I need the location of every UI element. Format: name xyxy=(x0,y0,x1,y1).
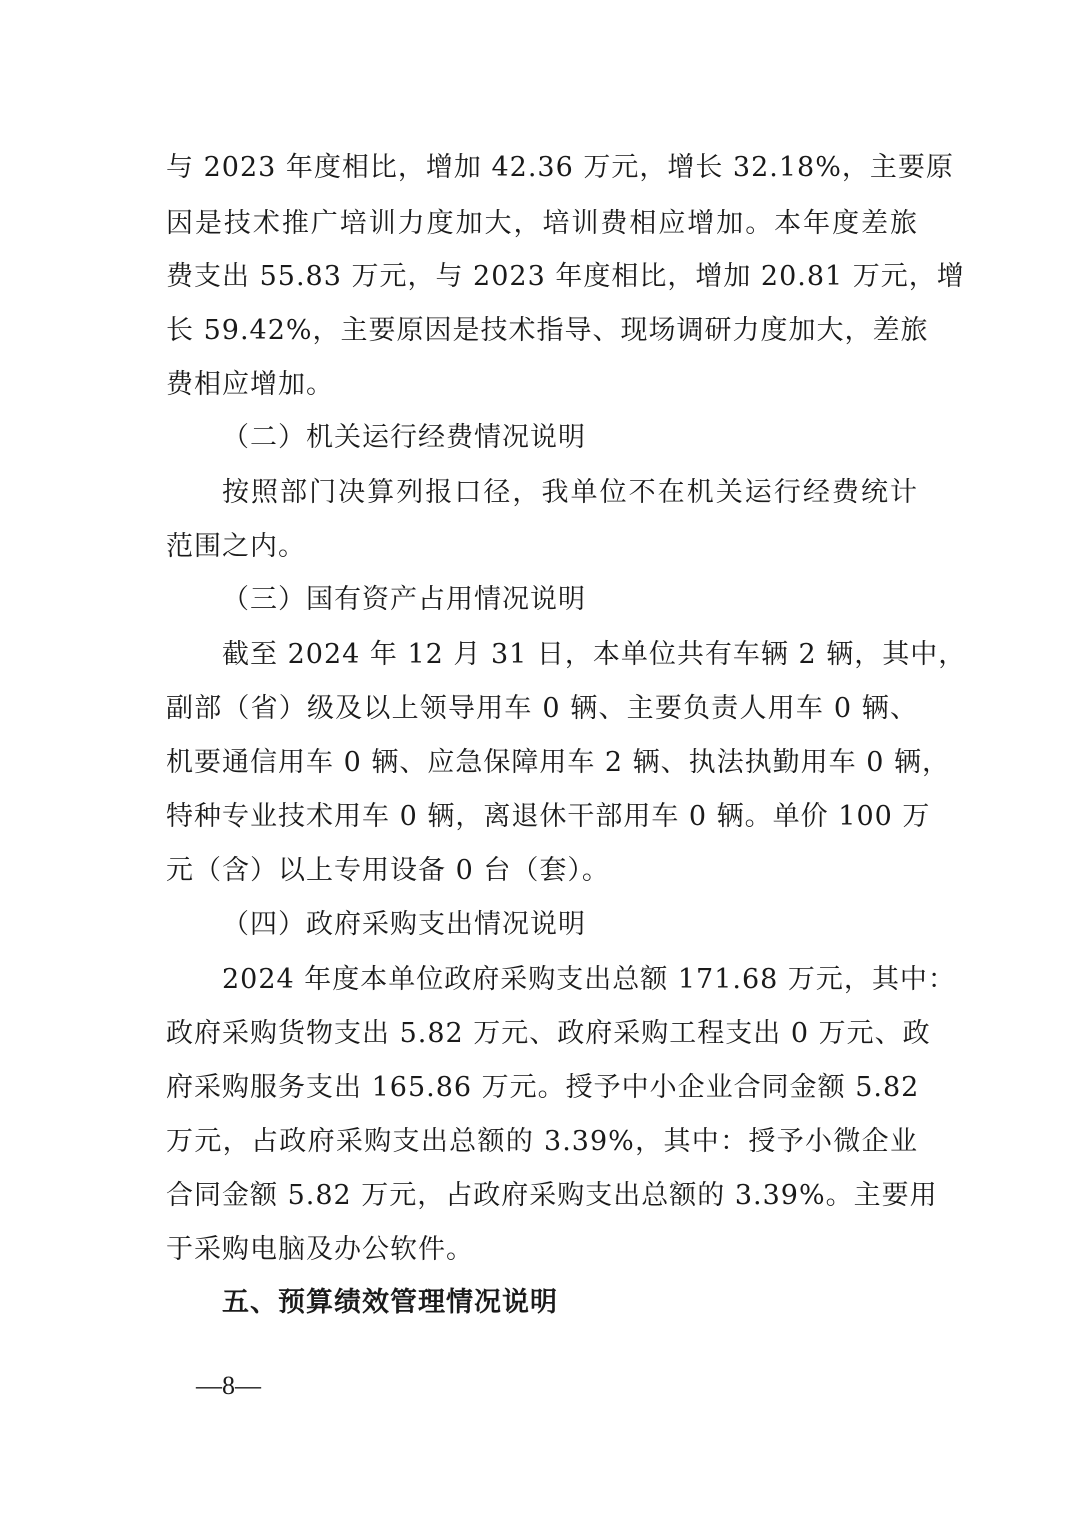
paragraph-line: 费相应增加。 xyxy=(166,369,334,400)
paragraph-line: 与 2023 年度相比，增加 42.36 万元，增长 32.18%，主要原 xyxy=(166,152,954,183)
paragraph-line: 合同金额 5.82 万元，占政府采购支出总额的 3.39%。主要用 xyxy=(166,1180,938,1211)
paragraph-line: 政府采购货物支出 5.82 万元、政府采购工程支出 0 万元、政 xyxy=(166,1018,931,1049)
paragraph-line: 府采购服务支出 165.86 万元。授予中小企业合同金额 5.82 xyxy=(166,1072,920,1103)
paragraph-line: 特种专业技术用车 0 辆，离退休干部用车 0 辆。单价 100 万 xyxy=(166,801,931,832)
subsection-heading: （四）政府采购支出情况说明 xyxy=(222,909,586,940)
section-title: 五、预算绩效管理情况说明 xyxy=(222,1287,558,1318)
paragraph-line: 因是技术推广培训力度加大，培训费相应增加。本年度差旅 xyxy=(166,208,918,239)
subsection-heading: （三）国有资产占用情况说明 xyxy=(222,584,586,615)
subsection-heading: （二）机关运行经费情况说明 xyxy=(222,422,586,453)
paragraph-line: 长 59.42%，主要原因是技术指导、现场调研力度加大，差旅 xyxy=(166,315,929,346)
paragraph-line: 范围之内。 xyxy=(166,531,306,562)
paragraph-line: 按照部门决算列报口径，我单位不在机关运行经费统计 xyxy=(222,477,918,508)
paragraph-line: 万元，占政府采购支出总额的 3.39%，其中：授予小微企业 xyxy=(166,1126,918,1157)
paragraph-line: 费支出 55.83 万元，与 2023 年度相比，增加 20.81 万元，增 xyxy=(166,261,965,292)
paragraph-line: 于采购电脑及办公软件。 xyxy=(166,1234,474,1265)
paragraph-line: 截至 2024 年 12 月 31 日，本单位共有车辆 2 辆，其中， xyxy=(222,639,967,670)
paragraph-line: 机要通信用车 0 辆、应急保障用车 2 辆、执法执勤用车 0 辆， xyxy=(166,747,951,778)
paragraph-line: 副部（省）级及以上领导用车 0 辆、主要负责人用车 0 辆、 xyxy=(166,693,918,724)
paragraph-line: 2024 年度本单位政府采购支出总额 171.68 万元，其中： xyxy=(222,964,956,995)
paragraph-line: 元（含）以上专用设备 0 台（套）。 xyxy=(166,855,610,886)
page-number: —8— xyxy=(196,1371,261,1400)
